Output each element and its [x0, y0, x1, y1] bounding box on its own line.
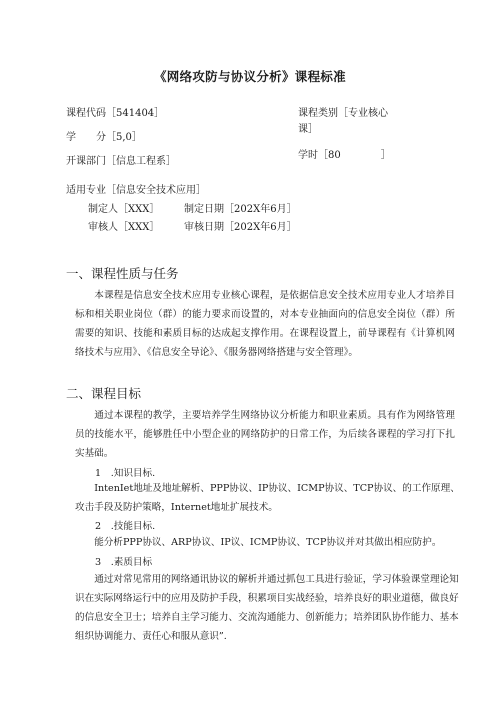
goal-label-skill: 2 .技能目标.: [95, 521, 156, 532]
section-heading-1: 一、课程性质与任务: [66, 266, 179, 281]
goal-text-knowledge: IntenIet地址及地址解析、PPP协议、IP协议、ICMP协议、TCP协议、的工作原理、攻击手段及防护策略，Internet地址扩展技术。: [75, 483, 460, 513]
goal-text-quality: 通过对常见常用的网络通讯协议的解析并通过抓包工具进行验证，学习体验课堂理论知识在实际网络运行中的应用及防护手段，积累项目实战经验，培养良好的职业道德，做良好的信息安全卫士；培养自主学习能力、交流沟通能力、创新能力；培养团队协作能力、基本组织协调能力、责任心和服从意识”.: [75, 574, 459, 642]
prepare-date: 制定日期［202X年6月］: [184, 204, 297, 215]
review-date: 审核日期［202X年6月］: [184, 222, 297, 233]
section-1-paragraph: 本课程是信息安全技术应用专业核心课程，是依据信息安全技术应用专业人才培养目标和相关职业岗位（群）的能力要求而设置的，对本专业抽面向的信息安全岗位（群）所需要的知识、技能和素质目标的达成起支撑作用。在课程设置上，前导课程有《计算机网络技术与应用》、《信息安全导论》、《服务器网络搭建与安全管理》。: [75, 290, 455, 358]
section-heading-2: 二、课程目标: [66, 386, 142, 401]
goal-label-quality: 3 .素质目标: [95, 557, 153, 568]
goal-text-skill: 能分析PPP协议、ARP协议、IP议、ICMP协议、TCP协议并对其做出相应防护。: [94, 537, 442, 548]
course-credits: 学 分［5,0］: [66, 132, 142, 143]
course-department: 开课部门［信息工程系］: [66, 156, 176, 167]
course-category: 课程类别［专业核心课］: [298, 108, 388, 135]
people-block: [88, 201, 324, 237]
preparer: 制定人［XXX］: [88, 204, 160, 215]
section-2-paragraph: 通过本课程的教学，主要培养学生网络协议分析能力和职业素质。具有作为网络管理员的技能水平，能够胜任中小型企业的网络防护的日常工作，为后续各课程的学习打下扎实基础。: [75, 410, 455, 459]
reviewer: 审核人［XXX］: [88, 222, 160, 233]
document-title: 《网络攻防与协议分析》课程标准: [153, 69, 346, 84]
course-meta-right: [298, 106, 418, 172]
goal-label-knowledge: 1 .知识目标.: [95, 468, 156, 479]
applicable-major: 适用专业［信息安全技术应用］: [66, 185, 206, 196]
course-hours: 学时［80 ］: [298, 150, 391, 161]
course-code: 课程代码［541404］: [66, 108, 165, 119]
course-meta-left: [66, 106, 216, 178]
